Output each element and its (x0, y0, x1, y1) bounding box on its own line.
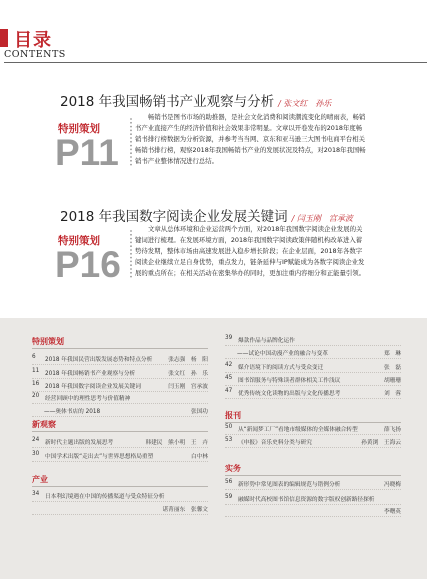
decor-dot (130, 249, 132, 251)
toc-entry[interactable] (32, 354, 208, 363)
toc-row-divider (225, 434, 401, 435)
toc-entry-author: 韩建民 熊小明 王 卉 (145, 440, 208, 446)
decor-dot (130, 156, 132, 158)
decor-dot (130, 152, 132, 154)
page-subtitle: CONTENTS (4, 49, 66, 60)
toc-entry-title: ——试论中国动漫产业的融合与变革 (237, 351, 328, 357)
toc-entry-title: 爆款作品与品牌化运作 (238, 338, 295, 344)
feature-2-section: 特别策划 (58, 235, 100, 247)
toc-entry-page: 11 (32, 368, 40, 374)
toc-entry-title: 从“新闻梦工厂”看地市级媒体的全媒体融合转型 (238, 427, 358, 433)
toc-row-divider (225, 398, 401, 399)
toc-section-heading: 特别策划 (32, 337, 64, 346)
toc-entry[interactable] (225, 424, 401, 433)
toc-entry[interactable] (225, 335, 401, 344)
decor-dot (130, 242, 132, 244)
toc-section-divider (32, 348, 208, 349)
toc-entry-author: 谌菁丽东 张馨文 (162, 507, 208, 513)
toc-entry[interactable] (225, 348, 401, 357)
feature-1-page: P11 (55, 132, 119, 173)
toc-entry-author: 胡珊珊 (383, 378, 401, 384)
toc-row-divider (225, 489, 401, 490)
toc-row-divider (32, 378, 208, 379)
decor-dot (130, 245, 132, 247)
toc-section-divider (225, 422, 401, 423)
toc-entry[interactable] (225, 479, 401, 488)
toc-row-divider (225, 447, 401, 448)
toc-row-divider (32, 501, 208, 502)
toc-row-divider (225, 504, 401, 505)
toc-entry-author: 李曙英 (383, 509, 401, 515)
toc-row-divider (32, 391, 208, 392)
toc-row-divider (32, 461, 208, 462)
toc-row-divider (32, 447, 208, 448)
toc-section-heading: 新观察 (32, 420, 56, 429)
toc-entry-title: 2018 年我国民营出版发展态势和特点分析 (45, 357, 153, 363)
toc-row-divider (225, 358, 401, 359)
toc-row-divider (32, 403, 208, 404)
toc-entry-title: 新形势中常见图表的编辑规范与错例分析 (238, 482, 341, 488)
decor-dot (130, 272, 132, 274)
toc-entry[interactable] (225, 506, 401, 515)
decor-dot (130, 238, 132, 240)
toc-section-divider (225, 475, 401, 476)
toc-entry[interactable] (32, 504, 208, 513)
toc-entry[interactable] (225, 388, 401, 397)
toc-entry-author: 张志强 杨 阳 (168, 357, 208, 363)
toc-row-divider (225, 516, 401, 517)
toc-section-heading: 实务 (225, 464, 241, 473)
toc-entry[interactable] (32, 491, 208, 500)
toc-entry-author: 白中林 (190, 454, 208, 460)
toc-row-divider (32, 416, 208, 417)
toc-entry-author: 冯晓梅 (383, 482, 401, 488)
decor-dot (130, 122, 132, 124)
toc-entry-page: 59 (225, 494, 233, 500)
feature-1-title-text: 2018 年我国畅销书产业观察与分析 (60, 94, 275, 110)
toc-right-column (225, 318, 401, 579)
feature-2-summary: 文章从总体环境和企业运营两个方面，对2018年我国数字阅读企业发展的关键词进行梳理。在发展环境方面，2018年我国数字阅读政策伴随机构改革进入蓄势待发期，整体市场由高速发展进入稳步增长阶段；在企业层面，2018年各数字阅读企业继续立足自身优势，重点发力，链条延伸与IP赋能成为各数字阅读企业发展的重点所在；在相关活动在密集举办的同时，更加注重内容细分和正能量引领。 (135, 225, 366, 277)
feature-2-dots (128, 229, 134, 279)
toc-entry-title: ——奥体书店的 2018 (44, 409, 101, 415)
toc-section-divider (32, 486, 208, 487)
toc-entry-page: 50 (225, 424, 233, 430)
decor-dot (130, 268, 132, 270)
toc-section-heading: 报刊 (225, 411, 241, 420)
decor-dot (130, 137, 132, 139)
decor-dot (130, 118, 132, 120)
toc-entry[interactable] (32, 406, 208, 415)
decor-dot (130, 126, 132, 128)
toc-row-divider (32, 514, 208, 515)
feature-2-title-text: 2018 年我国数字阅读企业发展关键词 (60, 209, 288, 225)
toc-row-divider (225, 345, 401, 346)
toc-entry-page: 30 (32, 451, 40, 457)
decor-dot (130, 133, 132, 135)
decor-dot (130, 145, 132, 147)
decor-dot (130, 253, 132, 255)
feature-1-section: 特别策划 (58, 123, 100, 135)
toc-row-divider (225, 372, 401, 373)
toc-entry-author: 张文红 孙 乐 (168, 371, 208, 377)
toc-entry[interactable] (225, 437, 401, 446)
decor-dot (130, 130, 132, 132)
toc-entry-author: 闫玉刚 宫承波 (168, 384, 208, 390)
toc-entry-page: 6 (32, 354, 36, 360)
feature-1-dots (128, 117, 134, 167)
toc-entry-title: 2018 年我国畅销书产业观察与分析 (45, 371, 136, 377)
toc-entry-page: 16 (32, 381, 40, 387)
toc-entry-author: 薛飞扬 (383, 427, 401, 433)
feature-2-authors: / 闫玉刚 宫承波 (291, 214, 353, 223)
toc-entry[interactable] (32, 451, 208, 460)
toc-entry-title: 媒介语境下的阅读方式与受众变迁 (238, 365, 324, 371)
decor-dot (130, 160, 132, 162)
header-accent-block (0, 29, 8, 47)
toc-entry-page: 39 (225, 335, 233, 341)
decor-dot (130, 261, 132, 263)
feature-2-page: P16 (55, 244, 121, 285)
toc-entry-title: 融媒时代高校图书馆信息资源的数字版权创新路径探析 (238, 497, 375, 503)
decor-dot (130, 264, 132, 266)
decor-dot (130, 230, 132, 232)
toc-entry-title: 新时代主题出版的发展思考 (45, 440, 114, 446)
toc-entry[interactable] (32, 368, 208, 377)
toc-entry-author: 刘 蓉 (383, 391, 401, 397)
toc-entry-title: 图书馆服务与特殊读者群体相关工作浅议 (238, 378, 341, 384)
toc-entry-title: 优秀传统文化读物的出版与文化传播思考 (238, 391, 341, 397)
toc-entry-title: 中国学术出版“走出去”与世界思想格局重塑 (45, 454, 154, 460)
toc-entry-page: 34 (32, 491, 40, 497)
toc-entry-page: 56 (225, 479, 233, 485)
toc-row-divider (225, 385, 401, 386)
decor-dot (130, 257, 132, 259)
toc-section-divider (32, 431, 208, 432)
toc-entry-page: 47 (225, 388, 233, 394)
feature-1-authors: / 张文红 孙乐 (278, 99, 332, 108)
toc-left-column (32, 318, 208, 579)
toc-entry-author: 郑 琳 (383, 351, 401, 357)
feature-1-summary: 畅销书是图书市场的助推器，是社会文化消费和阅读潮流变化的晴雨表，畅销书产业直接产生的经济价值和社会效果非常明显。文章以开卷发布的2018年度畅销书排行榜数据为分析资源，并参考当当网、京东和亚马逊三大图书电商平台相关畅销书排行榜，观察2018年我国畅销书产业的发展状况及特点，对2018年我国畅销书产业整体情况进行总结。 (135, 113, 366, 165)
toc-row-divider (32, 364, 208, 365)
toc-section-heading: 产业 (32, 475, 48, 484)
toc-entry[interactable] (32, 393, 208, 402)
toc-entry-page: 45 (225, 375, 233, 381)
feature-2-title[interactable] (60, 205, 353, 225)
decor-dot (130, 164, 132, 166)
toc-entry[interactable] (225, 362, 401, 371)
toc-entry-author: 孙黄浏 王海云 (361, 440, 401, 446)
header-divider (4, 62, 427, 63)
page-title: 目录 (14, 30, 52, 51)
decor-dot (130, 234, 132, 236)
toc-entry-title: 日本利幻境遇在中国的传播渠道与受众特征分析 (45, 494, 165, 500)
decor-dot (130, 149, 132, 151)
toc-entry-title: 《申报》音乐史料分类与研究 (238, 440, 312, 446)
toc-entry[interactable] (32, 381, 208, 390)
toc-entry[interactable] (225, 375, 401, 384)
toc-entry-author: 张 磊 (383, 365, 401, 371)
feature-1-title[interactable] (60, 90, 331, 110)
toc-entry-page: 20 (32, 393, 40, 399)
decor-dot (130, 276, 132, 278)
toc-entry-page: 53 (225, 437, 233, 443)
toc-entry-title: 2018 年我国数字阅读企业发展关键词 (45, 384, 141, 390)
toc-entry[interactable] (32, 437, 208, 446)
decor-dot (130, 141, 132, 143)
toc-entry-title: 经营回顾中的理性思考与价值精神 (45, 396, 131, 402)
toc-entry[interactable] (225, 494, 401, 503)
toc-entry-author: 张国功 (190, 409, 208, 415)
toc-entry-page: 42 (225, 362, 233, 368)
toc-entry-page: 24 (32, 437, 40, 443)
